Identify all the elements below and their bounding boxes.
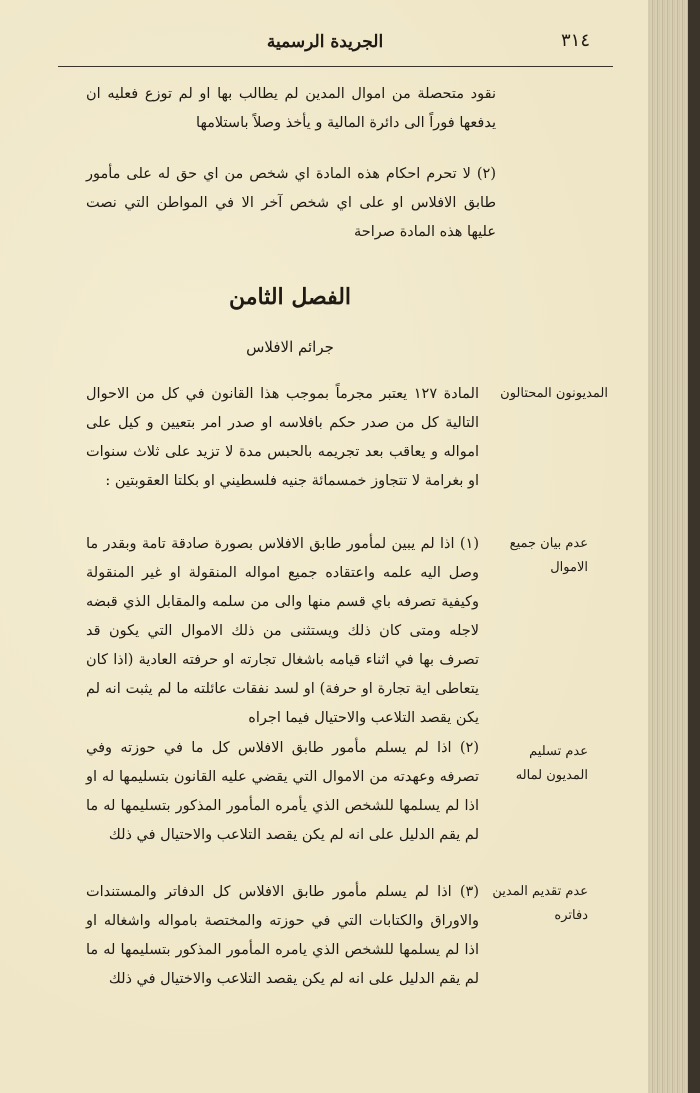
margin-note-fraudulent-debtors: المديونون المحتالون	[500, 386, 608, 401]
margin-note-undeclared-assets: عدم بيان جميع الاموال	[509, 536, 588, 575]
book-cover-edge	[688, 0, 700, 1093]
chapter-title: الفصل الثامن	[228, 284, 352, 310]
page-number: ٣١٤	[560, 30, 590, 51]
page-header-title: الجريدة الرسمية	[266, 32, 384, 52]
chapter-subtitle: جرائم الافلاس	[246, 338, 334, 356]
paragraph-continuation: نقود متحصلة من اموال المدين لم يطالب بها او لم توزع فعليه ان يدفعها فوراً الى دائرة المالية و يأخذ وصلاً باستلامها	[86, 86, 496, 131]
paragraph-clause-2: (٢) لا تحرم احكام هذه المادة اي شخص من اي حق له على مأمور طابق الافلاس او على اي شخص آخر الا في المواطن التي نصت عليها هذه المادة صراحة	[86, 166, 496, 240]
header-divider	[58, 66, 613, 67]
margin-note-assets-not-delivered: عدم تسليم المديون لماله	[515, 744, 588, 783]
section-3: (٣) اذا لم يسلم مأمور طابق الافلاس كل الدفاتر والمستندات والاوراق والكتابات التي في حوزته والمختصة بامواله واشغاله او اذا لم يسلمها للشخص الذي يامره المأمور المذكور بتسليمها له ما لم يقم الدليل على انه لم يكن يقصد التلاعب والاختيال في ذلك	[86, 884, 479, 987]
section-2: (٢) اذا لم يسلم مأمور طابق الافلاس كل ما في حوزته وفي تصرفه وعهدته من الاموال التي يقضي عليه القانون بتسليمها له او اذا لم يسلمها للشخص الذي يأمره المأمور المذكور بتسليمها له ما لم يقم الدليل على انه لم يكن يقصد التلاعب والاحتيال في ذلك	[86, 740, 479, 843]
article-127: المادة ١٢٧ يعتبر مجرماً بموجب هذا القانون في كل من الاحوال التالية كل من صدر حكم بافلاسه او صدر امر بتعيين و كيل على امواله و يعاقب بعد تجريمه بالحبس مدة لا تزيد على ثلاث سنوات او بغرامة لا تتجاوز خمسمائة جنيه فلسطيني او بكلتا العقوبتين :	[86, 386, 479, 489]
margin-note-books-not-delivered: عدم تقديم المدين دفاتره	[492, 884, 588, 923]
section-1: (١) اذا لم يبين لمأمور طابق الافلاس بصورة صادقة تامة وبقدر ما وصل اليه علمه واعتقاده جميع امواله المنقولة او غير المنقولة وكيفية تصرفه باي قسم منها والى من سلمه والمقابل الذي قبضه لاجله ومتى كان ذلك ويستثنى من ذلك الاموال التي يكون قد تصرف بها في اثناء قيامه باشغال تجارته او حرفته العادية (اذا كان يتعاطى اية تجارة او حرفة) او لسد نفقات عائلته ما لم يثبت انه لم يكن يقصد التلاعب والاحتيال فيما اجراه	[86, 536, 479, 726]
